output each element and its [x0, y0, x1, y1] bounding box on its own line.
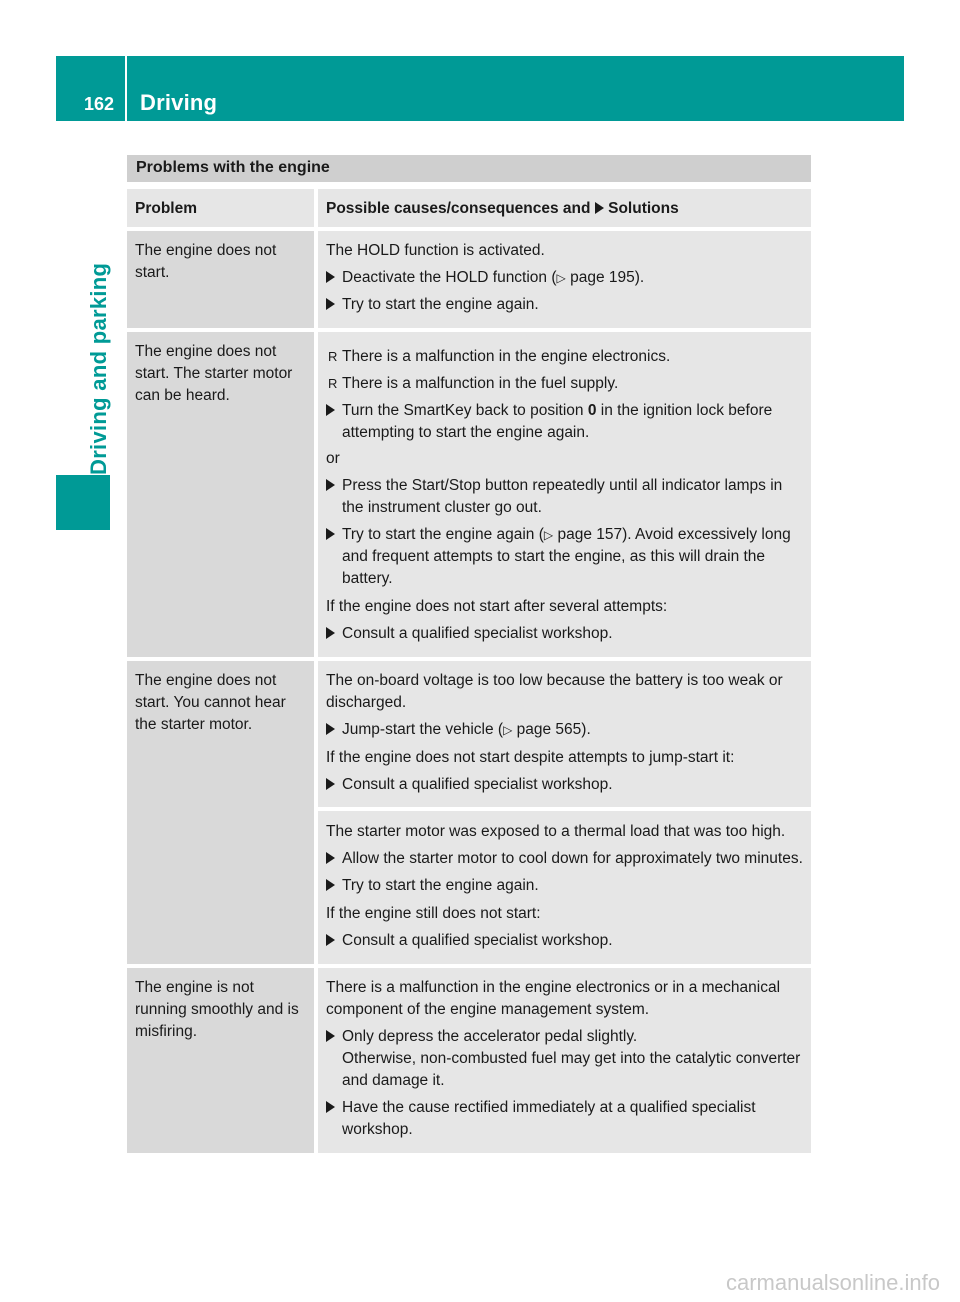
solution-cell: R There is a malfunction in the engine electronics. R There is a malfunction in the fuel supply. Turn the SmartKey back to position 0 in the ignition lock before attempting to start the engine again. or Press the Start/Stop button repeatedly until all indicator lamps in the instrument cluster go out. Try to start the engine again (▷ page 157). Avoid excessively long and frequent attempts to start the engine, as this will drain the battery. If the engine does not start after several attempts: Consult a qualified specialist workshop.: [318, 332, 811, 657]
action-step: Have the cause rectified immediately at a qualified specialist workshop.: [326, 1097, 805, 1141]
action-arrow-icon: [326, 627, 335, 639]
action-arrow-icon: [326, 934, 335, 946]
action-arrow-icon: [326, 1030, 335, 1042]
action-step: Try to start the engine again.: [326, 294, 805, 316]
action-step: Consult a qualified specialist workshop.: [326, 623, 805, 645]
page-ref-icon: ▷: [503, 723, 513, 737]
action-arrow-icon: [326, 298, 335, 310]
action-arrow-icon: [326, 1101, 335, 1113]
action-arrow-icon: [326, 271, 335, 283]
action-arrow-icon: [326, 404, 335, 416]
action-arrow-icon: [326, 879, 335, 891]
bullet-item: R There is a malfunction in the fuel supply.: [326, 373, 805, 395]
page-reference[interactable]: page 157: [557, 526, 623, 543]
bullet-icon: R: [328, 376, 338, 391]
table-row: [127, 968, 811, 1153]
side-tab-label: Driving and parking: [86, 262, 111, 475]
problems-table: [127, 189, 811, 1153]
bullet-item: R There is a malfunction in the engine electronics.: [326, 346, 805, 368]
problem-cell: The engine is not running smoothly and is misfiring.: [127, 968, 314, 1153]
problem-cell: The engine does not start.: [127, 231, 314, 328]
page-ref-icon: ▷: [556, 271, 566, 285]
bullet-icon: R: [328, 349, 338, 364]
problem-cell: The engine does not start. You cannot hear the starter motor.: [127, 661, 314, 964]
header-divider: [125, 56, 127, 121]
action-step: Consult a qualified specialist workshop.: [326, 930, 805, 952]
side-tab-marker: [56, 475, 110, 530]
action-step: Consult a qualified specialist workshop.: [326, 774, 805, 796]
action-step: Allow the starter motor to cool down for approximately two minutes.: [326, 848, 805, 870]
problem-cell: The engine does not start. The starter motor can be heard.: [127, 332, 314, 657]
page-ref-icon: ▷: [543, 528, 554, 542]
action-arrow-icon: [326, 723, 335, 735]
action-arrow-icon: [595, 202, 604, 214]
action-step: Try to start the engine again (▷ page 157). Avoid excessively long and frequent attempts to start the engine, as this will drain the battery.: [326, 524, 805, 590]
page-reference[interactable]: page 565: [516, 721, 582, 738]
table-row: [127, 332, 811, 657]
page-number: 162: [84, 94, 115, 114]
action-arrow-icon: [326, 778, 335, 790]
table-row: [127, 231, 811, 328]
action-step: Deactivate the HOLD function (▷ page 195).: [326, 267, 805, 289]
table-header-row: [127, 189, 811, 227]
watermark: carmanualsonline.info: [725, 1270, 940, 1295]
table-row: [127, 661, 811, 964]
page-title: Driving: [140, 90, 218, 115]
section-title: Problems with the engine: [127, 155, 811, 182]
action-step: Try to start the engine again.: [326, 875, 805, 897]
action-step: Turn the SmartKey back to position 0 in the ignition lock before attempting to start the engine again.: [326, 400, 805, 444]
action-arrow-icon: [326, 479, 335, 491]
action-step: Press the Start/Stop button repeatedly until all indicator lamps in the instrument cluster go out.: [326, 475, 805, 519]
action-step: Only depress the accelerator pedal slightly. Otherwise, non-combusted fuel may get into the catalytic converter and damage it.: [326, 1026, 805, 1092]
solution-cell: The HOLD function is activated. Deactivate the HOLD function (▷ page 195). Try to start the engine again.: [318, 231, 811, 328]
action-arrow-icon: [326, 528, 335, 540]
solution-cell: The on-board voltage is too low because the battery is too weak or discharged. Jump-start the vehicle (▷ page 565). If the engine does not start despite attempts to jump-start it: Consult a qualified specialist workshop. The starter motor was exposed to a thermal load that was too high. Allow the starter motor to cool down for approximately two minutes. Try to start the engine again. If the engine still does not start: Consult a qualified specialist workshop.: [318, 661, 811, 964]
action-step: Jump-start the vehicle (▷ page 565).: [326, 719, 805, 741]
solution-cell: There is a malfunction in the engine electronics or in a mechanical component of the engine management system. Only depress the accelerator pedal slightly. Otherwise, non-combusted fuel may get into the catalytic converter and damage it. Have the cause rectified immediately at a qualified specialist workshop.: [318, 968, 811, 1153]
column-header-problem: Problem: [127, 189, 314, 227]
page-reference[interactable]: page 195: [570, 269, 635, 286]
action-arrow-icon: [326, 852, 335, 864]
column-header-solutions: Possible causes/consequences and Solutions: [318, 189, 811, 227]
